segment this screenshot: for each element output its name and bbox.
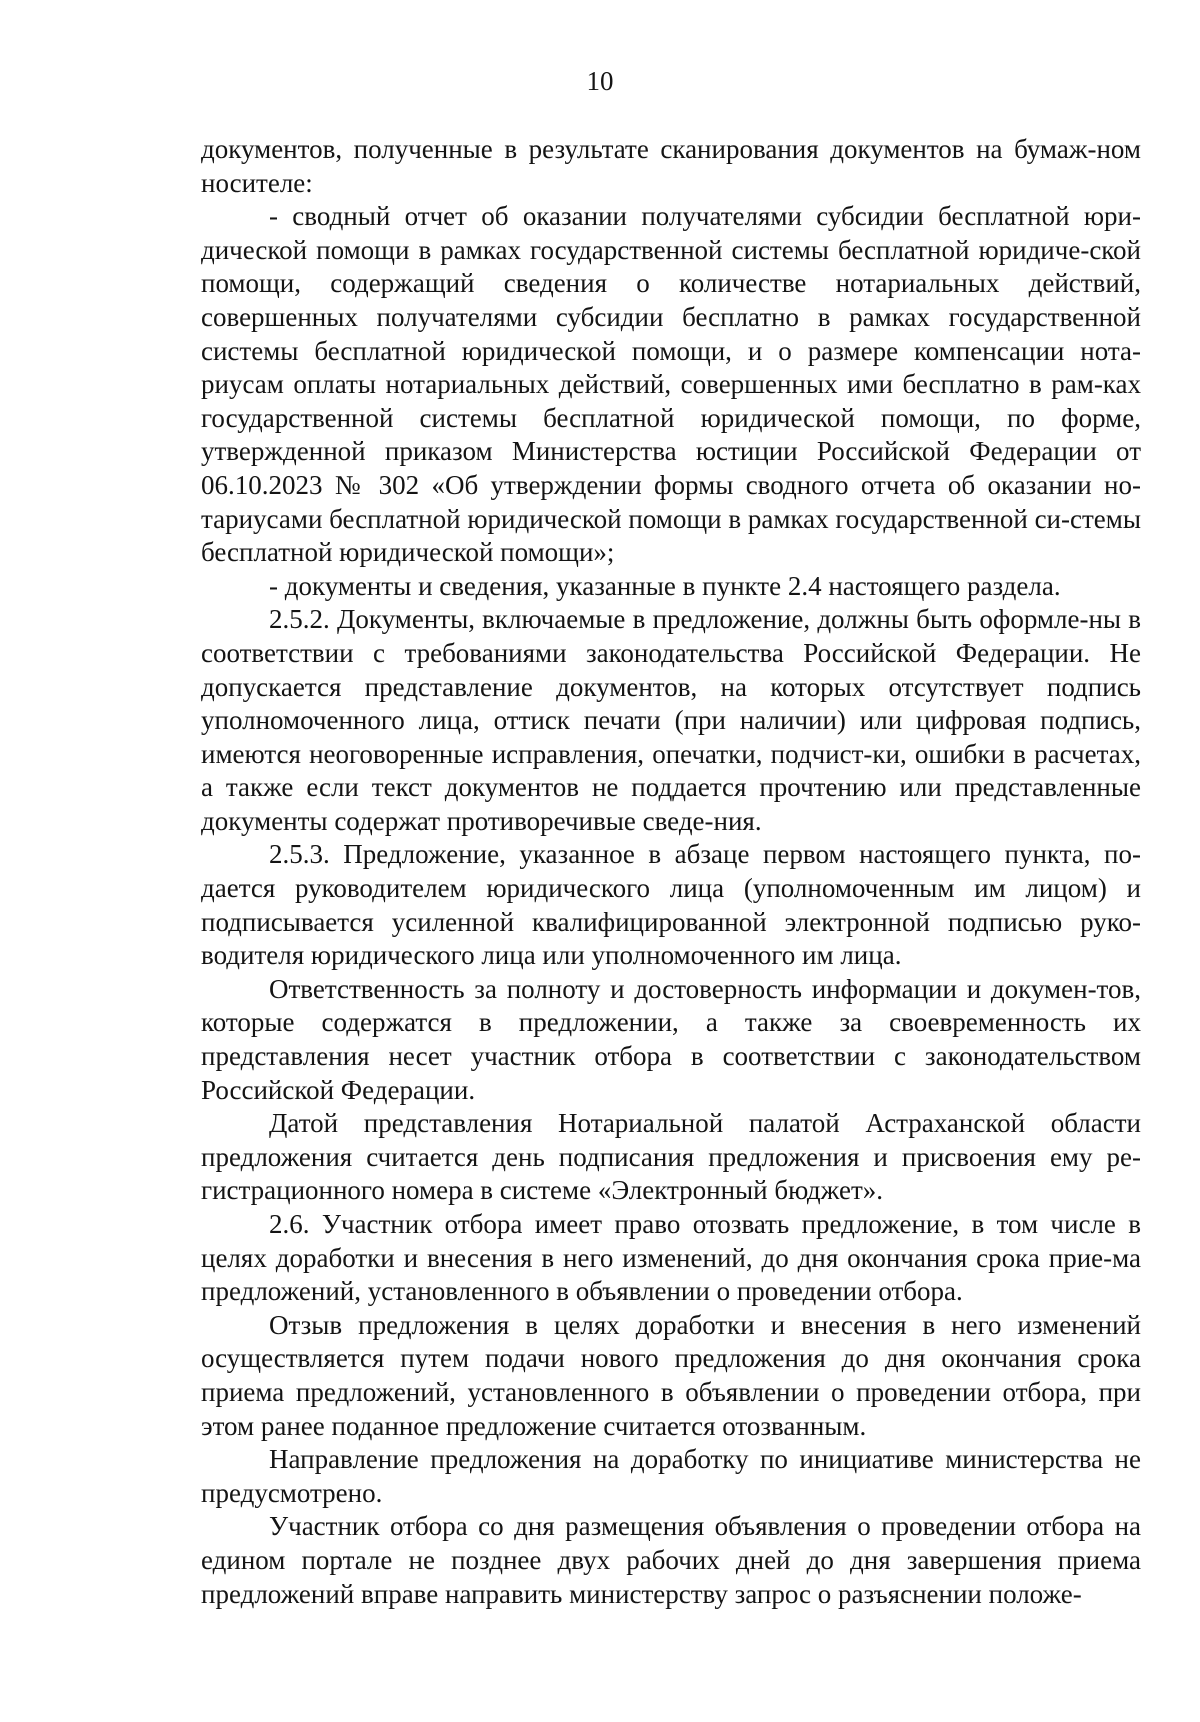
paragraph-clarification-request: Участник отбора со дня размещения объявления о проведении отбора на едином портале не позднее двух рабочих дней до дня завершения приема предложений вправе направить министерству запрос о разъяснении положе- (201, 1511, 1141, 1609)
paragraph-summary-report: - сводный отчет об оказании получателями субсидии бесплатной юри-дической помощи в рамках государственной системы бесплатной юридиче-ской помощи, содержащий сведения о количестве нотариальных действий, совершенных получателями субсидии бесплатно в рамках государственной системы бесплатной юридической помощи, и о размере компенсации нота-риусам оплаты нотариальных действий, совершенных ими бесплатно в рам-ках государственной системы бесплатной юридической помощи, по форме, утвержденной приказом Министерства юстиции Российской Федерации от 06.10.2023 № 302 «Об утверждении формы сводного отчета об оказании но-тариусами бесплатной юридической помощи в рамках государственной си-стемы бесплатной юридической помощи»; (201, 201, 1141, 568)
paragraph-revision-direction: Направление предложения на доработку по инициативе министерства не предусмотрено. (201, 1444, 1141, 1508)
paragraph-2-5-3: 2.5.3. Предложение, указанное в абзаце первом настоящего пункта, по-дается руководителем юридического лица (уполномоченным им лицом) и подписывается усиленной квалифицированной электронной подписью руко-водителя юридического лица или уполномоченного им лица. (201, 839, 1141, 971)
paragraph-documents-2-4: - документы и сведения, указанные в пункте 2.4 настоящего раздела. (269, 570, 1061, 601)
paragraph-responsibility: Ответственность за полноту и достоверность информации и докумен-тов, которые содержатся в предложении, а также за своевременность их представления несет участник отбора в соответствии с законодательством Российской Федерации. (201, 973, 1141, 1105)
paragraph-2-5-2: 2.5.2. Документы, включаемые в предложение, должны быть оформле-ны в соответствии с требованиями законодательства Российской Федерации. Не допускается представление документов, на которых отсутствует подпись уполномоченного лица, оттиск печати (при наличии) или цифровая подпись, имеются неоговоренные исправления, опечатки, подчист-ки, ошибки в расчетах, а также если текст документов не поддается прочтению или представленные документы содержат противоречивые сведе-ния. (201, 604, 1141, 836)
page-number: 10 (586, 66, 614, 96)
paragraph-submission-date: Датой представления Нотариальной палатой Астраханской области предложения считается день подписания предложения и присвоения ему ре-гистрационного номера в системе «Электронный бюджет». (201, 1108, 1141, 1206)
document-body (201, 133, 1141, 1611)
paragraph-2-6: 2.6. Участник отбора имеет право отозвать предложение, в том числе в целях доработки и внесения в него изменений, до дня окончания срока прие-ма предложений, установленного в объявлении о проведении отбора. (201, 1209, 1141, 1307)
paragraph-continuation: документов, полученные в результате сканирования документов на бумаж-ном носителе: (201, 134, 1141, 198)
paragraph-withdrawal: Отзыв предложения в целях доработки и внесения в него изменений осуществляется путем подачи нового предложения до дня окончания срока приема предложений, установленного в объявлении о проведении отбора, при этом ранее поданное предложение считается отозванным. (201, 1309, 1141, 1441)
